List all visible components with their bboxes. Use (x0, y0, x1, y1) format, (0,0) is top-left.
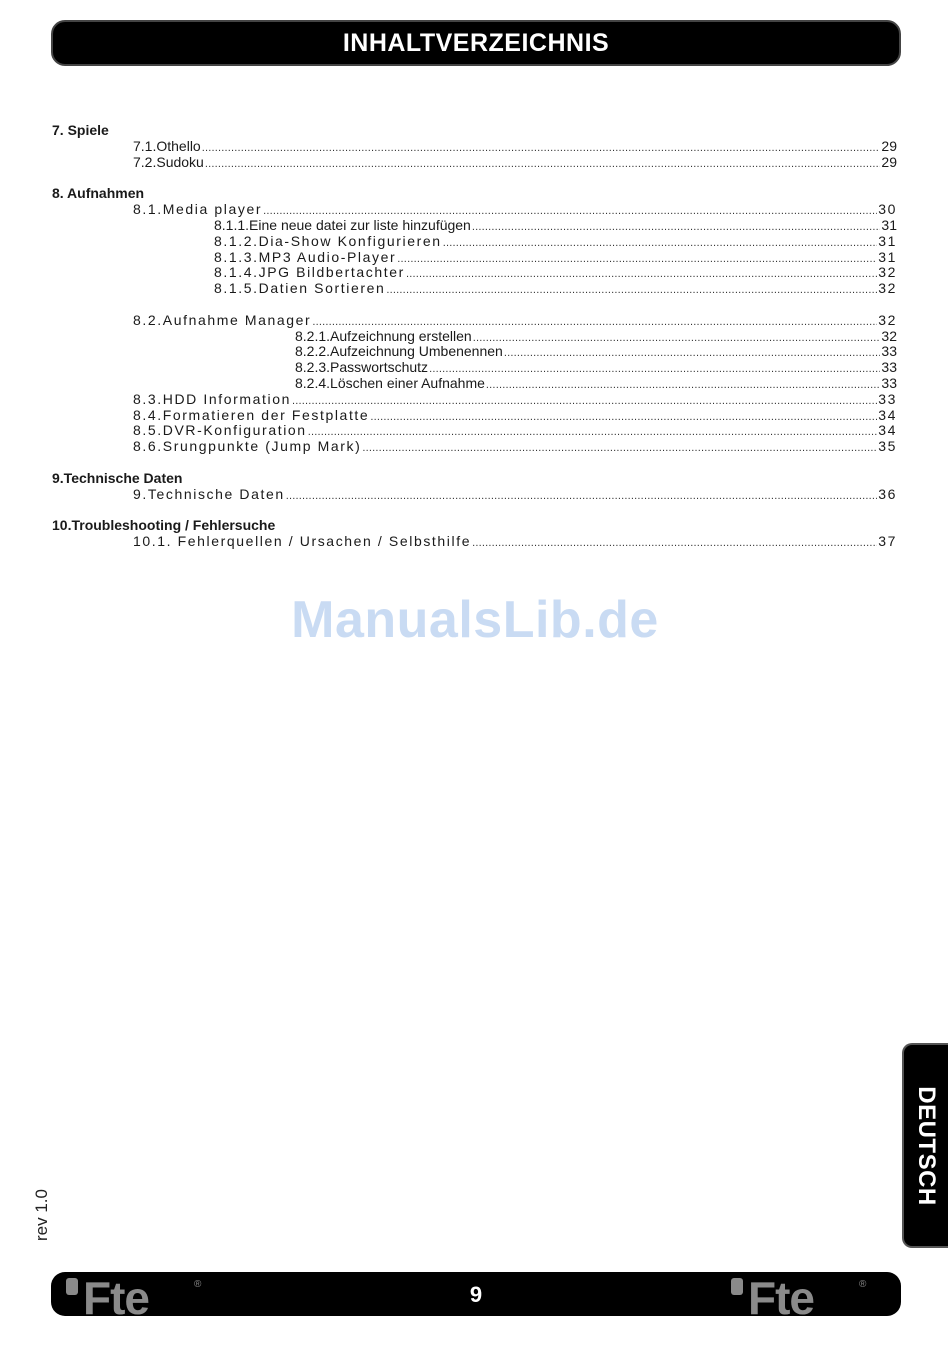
toc-entry-page: 29 (881, 138, 897, 154)
dot-leader (386, 282, 877, 298)
toc-entry-page: 33 (881, 343, 897, 359)
toc-entry[interactable] (133, 486, 897, 502)
toc-entry-page: 32 (878, 312, 897, 328)
toc-entry-page: 31 (878, 233, 897, 249)
toc-entry-page: 29 (881, 154, 897, 170)
toc-entry[interactable] (133, 391, 897, 407)
toc-entry[interactable] (133, 422, 897, 438)
toc-entry[interactable] (295, 328, 897, 344)
toc-entry-page: 30 (878, 201, 897, 217)
toc-entry-label: 8.2.4.Löschen einer Aufnahme (295, 375, 485, 391)
toc-entry-page: 33 (881, 359, 897, 375)
toc-entry-page: 33 (881, 375, 897, 391)
toc-entry-label: 7.1.Othello (133, 138, 201, 154)
toc-entry-label: 8.3.HDD Information (133, 391, 292, 407)
toc-entry-page: 31 (878, 249, 897, 265)
toc-entry-label: 8.1.2.Dia-Show Konfigurieren (214, 233, 442, 249)
toc-entry-page: 31 (881, 217, 897, 233)
dot-leader (205, 156, 881, 172)
dot-leader (472, 535, 877, 551)
toc-entry[interactable] (295, 375, 897, 391)
logo-wordmark: Fte (83, 1275, 149, 1315)
toc-entry-page: 35 (878, 438, 897, 454)
toc-entry-label: 9.Technische Daten (133, 486, 285, 502)
toc-section-heading: 7. Spiele (52, 122, 109, 138)
toc-entry[interactable] (295, 343, 897, 359)
toc-section-heading: 9.Technische Daten (52, 470, 183, 486)
revision-text: rev 1.0 (32, 1189, 51, 1241)
toc-entry-label: 8.1.1.Eine neue datei zur liste hinzufügen (214, 217, 471, 233)
dot-leader (362, 440, 877, 456)
language-tab (902, 1043, 948, 1248)
revision-label (27, 1185, 53, 1247)
toc-entry-label: 8.4.Formatieren der Festplatte (133, 407, 370, 423)
toc-entry-label: 8.2.1.Aufzeichnung erstellen (295, 328, 472, 344)
toc-entry[interactable] (133, 154, 897, 170)
registered-mark: ® (194, 1279, 202, 1290)
toc-entry[interactable] (133, 533, 897, 549)
toc-entry-label: 7.2.Sudoku (133, 154, 204, 170)
toc-entry-label: 8.6.Srungpunkte (Jump Mark) (133, 438, 362, 454)
toc-entry[interactable] (214, 280, 897, 296)
registered-mark: ® (859, 1279, 867, 1290)
toc-entry-page: 32 (881, 328, 897, 344)
toc-section-heading: 8. Aufnahmen (52, 185, 145, 201)
toc-entry[interactable] (214, 249, 897, 265)
toc-entry[interactable] (214, 233, 897, 249)
toc-entry-page: 34 (878, 407, 897, 423)
toc-entry-label: 8.2.Aufnahme Manager (133, 312, 312, 328)
toc-entry-label: 8.2.3.Passwortschutz (295, 359, 429, 375)
toc-entry-page: 37 (878, 533, 897, 549)
page-header (51, 20, 901, 66)
toc-entry[interactable] (214, 264, 897, 280)
dot-leader (286, 488, 877, 504)
toc-entry-label: 10.1. Fehlerquellen / Ursachen / Selbsthilfe (133, 533, 472, 549)
toc-entry-label: 8.1.5.Datien Sortieren (214, 280, 386, 296)
logo-wordmark: Fte (748, 1275, 814, 1315)
fte-logo (731, 1275, 871, 1315)
logo-square-mark (731, 1278, 743, 1295)
toc-entry-label: 8.1.Media player (133, 201, 263, 217)
toc-section-heading: 10.Troubleshooting / Fehlersuche (52, 517, 276, 533)
language-label: DEUTSCH (913, 1085, 940, 1206)
toc-entry[interactable] (214, 217, 897, 233)
toc-entry[interactable] (133, 438, 897, 454)
toc-entry-label: 8.1.3.MP3 Audio-Player (214, 249, 397, 265)
toc-entry[interactable] (133, 201, 897, 217)
toc-entry-label: 8.2.2.Aufzeichnung Umbenennen (295, 343, 503, 359)
toc-entry-page: 33 (878, 391, 897, 407)
toc-entry-label: 8.5.DVR-Konfiguration (133, 422, 307, 438)
toc-entry-page: 34 (878, 422, 897, 438)
toc-entry-page: 36 (878, 486, 897, 502)
toc-entry-page: 32 (878, 280, 897, 296)
page-footer (51, 1272, 901, 1316)
toc-entry-page: 32 (878, 264, 897, 280)
toc-entry[interactable] (133, 407, 897, 423)
toc-entry[interactable] (133, 312, 897, 328)
page-title: INHALTVERZEICHNIS (342, 28, 610, 57)
page-number: 9 (469, 1282, 483, 1307)
toc-entry[interactable] (133, 138, 897, 154)
toc-entry[interactable] (295, 359, 897, 375)
toc-entry-label: 8.1.4.JPG Bildbertachter (214, 264, 405, 280)
watermark: ManualsLib.de (291, 591, 659, 649)
